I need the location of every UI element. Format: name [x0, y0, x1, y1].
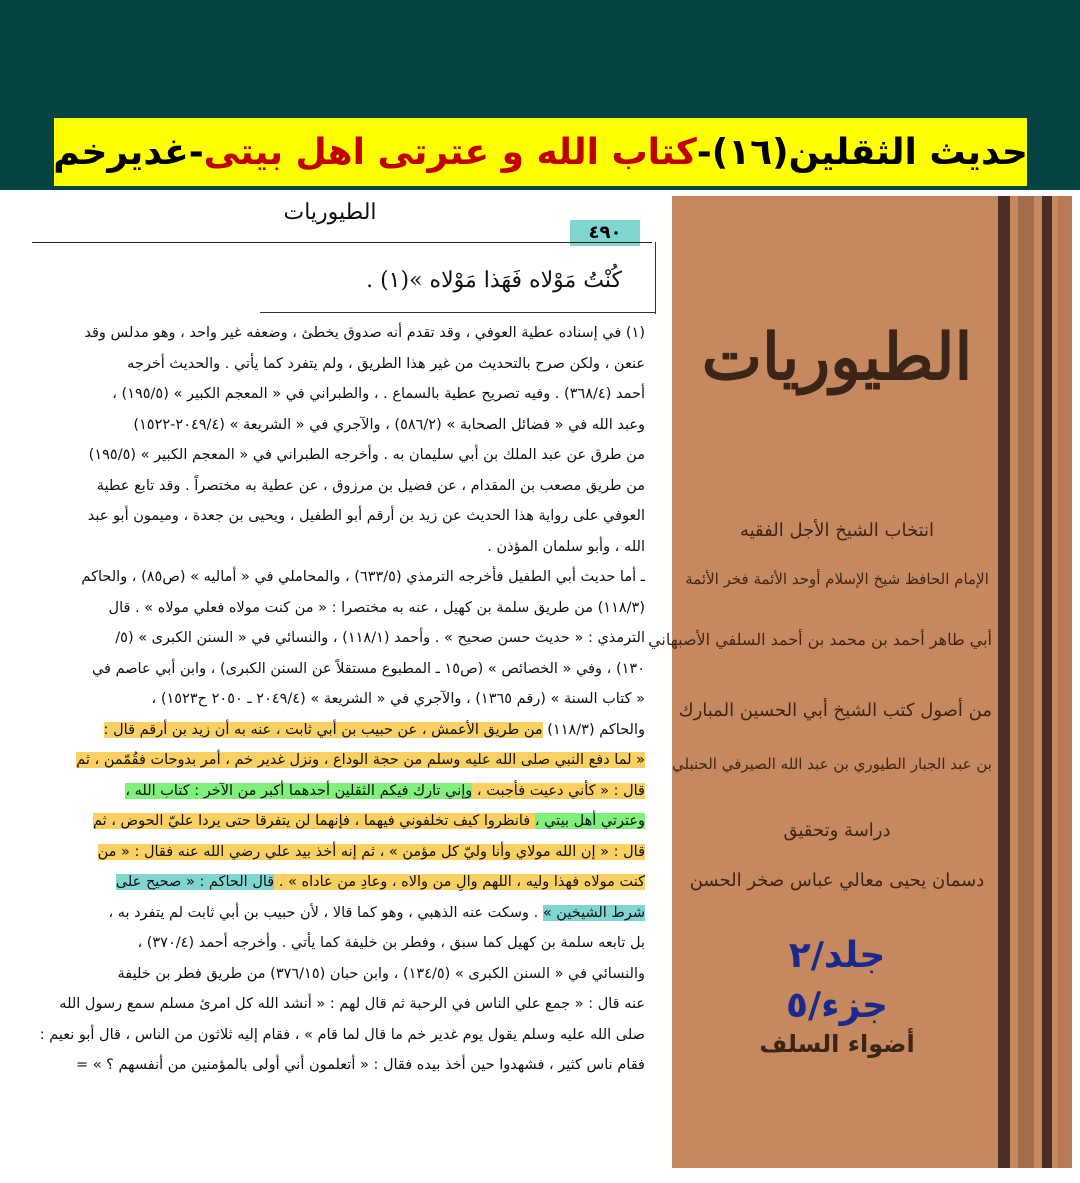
- text-segment: العوفي على رواية هذا الحديث عن زيد بن أرقم أبو الطفيل ، ويحيى بن جعدة ، وميمون أبو عبد: [87, 508, 645, 524]
- text-line: [30, 593, 645, 624]
- text-line: [30, 1050, 645, 1081]
- text-segment: ١٣٠) ، وفي « الخصائص » (ص١٥ ـ المطبوع مستقلاً عن السنن الكبرى) ، وابن أبي عاصم في: [91, 660, 645, 677]
- verse-box-edge: [655, 242, 656, 314]
- text-line: [30, 532, 645, 563]
- cover-line: الإمام الحافظ شيخ الإسلام أوحد الأئمة فخر الأئمة: [685, 570, 989, 588]
- text-line: [30, 318, 645, 349]
- title-banner: [54, 118, 1027, 186]
- text-segment: (١١٨/٣) من طريق سلمة بن كهيل ، عنه به مختصرا : « من كنت مولاه فعلي مولاه » . قال: [108, 599, 645, 616]
- highlighted-text: وعترتي أهل بيتي ،: [534, 813, 645, 829]
- text-segment: أحمد (٣٦٨/٤) . وفيه تصريح عطية بالسماع . ، والطبراني في « المعجم الكبير » (١٩٥/٥) ،: [112, 386, 645, 402]
- cover-title: الطيوريات: [701, 320, 973, 395]
- text-segment: صلى الله عليه وسلم يقول يوم غدير خم ما قال لما قام » ، فقام إليه ثلاثون من الناس ، قال أبو نعيم :: [39, 1026, 645, 1043]
- text-segment: فقام ناس كثير ، فشهدوا حين أخذ بيده فقال : « أتعلمون أني أولى بالمؤمنين من أنفسهم ؟ » =: [75, 1057, 645, 1073]
- verse-text: كُنْتُ مَوْلاه فَهَذا مَوْلاه »(١) .: [366, 268, 622, 293]
- highlighted-text: وإني تارك فيكم الثقلين أحدهما أكبر من الآخر : كتاب الله ،: [125, 782, 473, 799]
- cover-line: دسمان يحيى معالي عباس صخر الحسن: [689, 870, 985, 891]
- text-line: [30, 562, 645, 593]
- text-segment: بل تابعه سلمة بن كهيل كما سبق ، وفطر بن خليفة كما يأتي . وأخرجه أحمد (٣٧٠/٤) ،: [137, 935, 645, 951]
- highlighted-text: قال : « كأني دعيت فأجبت ،: [472, 782, 645, 799]
- highlighted-text: قال : « إن الله مولاي وأنا وليّ كل مؤمن » ، ثم إنه أخذ بيد علي رضي الله عنه فقال : « من: [97, 843, 645, 860]
- spine-band: [1018, 196, 1034, 1168]
- book-cover: [648, 190, 1080, 1183]
- text-line: [30, 867, 645, 898]
- footnote-text: [30, 318, 645, 1081]
- text-segment: عنعن ، ولكن صرح بالتحديث من غير هذا الطريق ، ولم يتفرد كما يأتي . والحديث أخرجه: [127, 355, 645, 372]
- page-number-badge: ٤٩٠: [570, 220, 640, 246]
- cover-line: انتخاب الشيخ الأجل الفقيه: [739, 520, 935, 541]
- text-line: [30, 349, 645, 380]
- highlighted-text: « لما دفع النبي صلى الله عليه وسلم من حجة الوداع ، ونزل غدير خم ، أمر بدوحات فقُمّمن ، ثم: [76, 752, 645, 768]
- text-line: [30, 654, 645, 685]
- highlighted-text: من طريق الأعمش ، عن حبيب بن أبي ثابت ، عنه به أن زيد بن أرقم قال :: [103, 721, 543, 738]
- spine-band: [998, 196, 1010, 1168]
- text-line: [30, 379, 645, 410]
- text-line: [30, 806, 645, 837]
- publisher-label: أضواء السلف: [759, 1030, 915, 1058]
- cover-line: أبي طاهر أحمد بن محمد بن أحمد السلفي الأصبهاني: [648, 630, 992, 649]
- text-line: [30, 989, 645, 1020]
- part-label: جزء/٥: [786, 985, 888, 1026]
- text-line: [30, 501, 645, 532]
- scanned-page: [0, 190, 662, 1183]
- text-segment: الله ، وأبو سلمان المؤذن .: [487, 538, 645, 555]
- text-line: [30, 745, 645, 776]
- text-line: [30, 471, 645, 502]
- header-rule: [32, 242, 652, 243]
- text-segment: والحاكم (١١٨/٣): [542, 721, 645, 738]
- text-line: [30, 1020, 645, 1051]
- volume-label: جلد/٢: [788, 935, 886, 976]
- text-line: [30, 928, 645, 959]
- highlighted-text: شرط الشيخين »: [542, 904, 645, 921]
- text-line: [30, 715, 645, 746]
- highlighted-text: فانظروا كيف تخلفوني فيهما ، فإنهما لن يتفرقا حتى يردا عليّ الحوض ، ثم: [92, 813, 535, 829]
- text-line: [30, 776, 645, 807]
- cover-line: بن عبد الجبار الطيوري بن عبد الله الصيرفي الحنبلي: [671, 755, 992, 773]
- text-segment: عنه قال : « جمع علي الناس في الرحبة ثم قال لهم : « أنشد الله كل امرئ مسلم سمع رسول الله: [59, 996, 645, 1012]
- text-line: [30, 410, 645, 441]
- text-segment: الترمذي : « حديث حسن صحيح » . وأحمد (١١٨/١) ، والنسائي في « السنن الكبرى » (٥/: [115, 630, 645, 646]
- text-segment: (١) في إسناده عطية العوفي ، وقد تقدم أنه صدوق يخطئ ، وضعفه غير واحد ، وهو مدلس وقد: [84, 325, 645, 341]
- text-line: [30, 684, 645, 715]
- cover-line: دراسة وتحقيق: [783, 820, 891, 841]
- text-segment: ـ أما حديث أبي الطفيل فأخرجه الترمذي (٦٣٣/٥) ، والمحاملي في « أماليه » (ص٨٥) ، والحاكم: [81, 569, 645, 585]
- text-segment: وعبد الله في « فضائل الصحابة » (٥٨٦/٢) ، والآجري في « الشريعة » (٢٠٤٩/٤-١٥٢٢): [133, 416, 645, 433]
- text-segment: من طريق مصعب بن المقدام ، عن فضيل بن مرزوق ، عن عطية به مختصراً . وقد تابع عطية: [96, 477, 645, 494]
- highlighted-text: قال الحاكم : « صحيح على: [115, 874, 275, 890]
- text-line: [30, 837, 645, 868]
- text-line: [30, 959, 645, 990]
- text-segment: . وسكت عنه الذهبي ، وهو كما قالا ، لأن حبيب بن أبي ثابت لم يتفرد به ،: [108, 904, 543, 921]
- verse-box-rule: [260, 312, 655, 313]
- banner-part2: كتاب الله و عترتی اهل بیتی: [203, 131, 697, 173]
- banner-part3: -غدیرخم: [53, 131, 204, 173]
- text-line: [30, 898, 645, 929]
- text-segment: من طرق عن عبد الملك بن أبي سليمان به . وأخرجه الطبراني في « المعجم الكبير » (١٩٥/٥): [88, 447, 645, 463]
- running-head: الطيوريات: [283, 200, 377, 225]
- text-line: [30, 440, 645, 471]
- banner-part1: حديث الثقلين(١٦)-: [696, 131, 1028, 173]
- spine-band: [1058, 196, 1072, 1168]
- text-segment: « كتاب السنة » (رقم ١٣٦٥) ، والآجري في « الشريعة » (٢٠٤٩/٤ ـ ٢٠٥٠ ح١٥٢٣) ،: [151, 691, 645, 707]
- spine-band: [1042, 196, 1052, 1168]
- text-segment: والنسائي في « السنن الكبرى » (١٣٤/٥) ، وابن حبان (٣٧٦/١٥) من طريق فطر بن خليفة: [117, 965, 645, 982]
- cover-line: من أصول كتب الشيخ أبي الحسين المبارك: [678, 700, 992, 721]
- highlighted-text: كنت مولاه فهذا وليه ، اللهم والِ من والاه ، وعادِ من عاداه » .: [274, 874, 645, 890]
- text-line: [30, 623, 645, 654]
